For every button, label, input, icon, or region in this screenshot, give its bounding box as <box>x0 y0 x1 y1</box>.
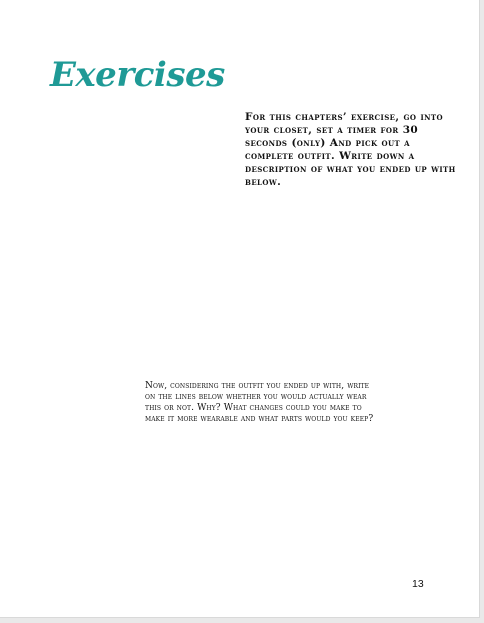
exercise-instructions: For this chapters’ exercise, go into your closet, set a timer for 30 seconds (only) And pick out a complete outfit. Write down a description of what you ended up with below. <box>245 111 456 188</box>
reflection-instructions: Now, considering the outfit you ended up with, write on the lines below whether you would actually wear this or not. Why? What changes could you make to make it more wearable and what parts would you keep? <box>145 381 374 424</box>
page-title: Exercises <box>50 55 225 95</box>
page-number: 13 <box>412 578 424 590</box>
page-shadow-right <box>480 0 484 623</box>
page-shadow-bottom <box>0 618 484 623</box>
